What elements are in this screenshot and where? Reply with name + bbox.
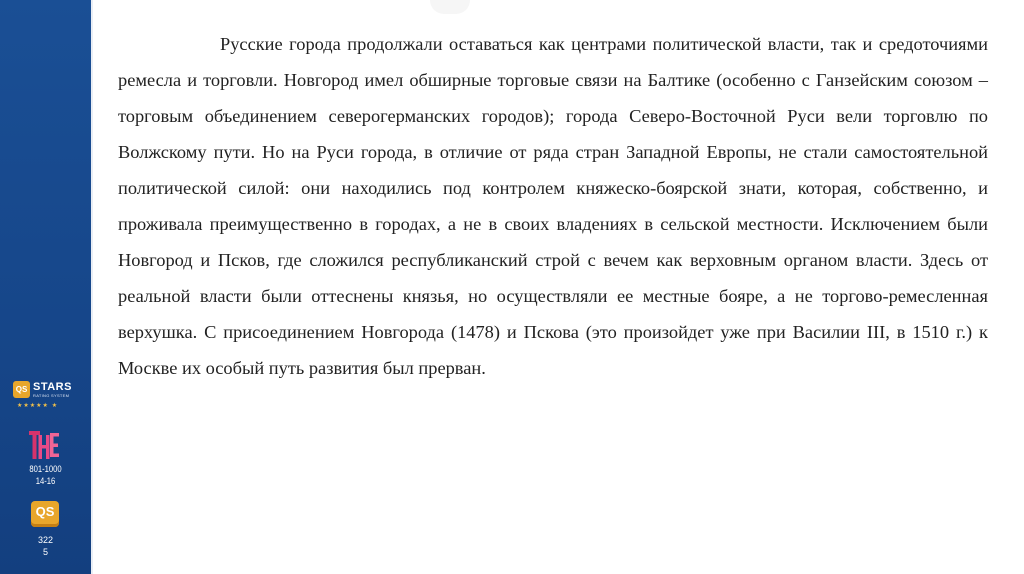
sidebar	[0, 0, 91, 574]
qs-stars-word: STARS	[33, 381, 72, 393]
the-rank-range: 801-1000	[29, 464, 62, 474]
the-rank-subject: 14-16	[35, 476, 56, 486]
star-rating-icon: ★★★★★ ★	[17, 402, 59, 409]
the-logo-icon	[28, 429, 60, 461]
qs-stars-logo	[13, 381, 77, 413]
decorative-shape	[430, 0, 470, 14]
qs-stars-subtitle: RATING SYSTEM	[33, 393, 70, 398]
qs-rank: 322	[37, 535, 54, 545]
qs-stars-badge: QS	[13, 381, 30, 398]
qs-logo-icon: QS	[31, 501, 59, 527]
body-paragraph: Русские города продолжали оставаться как центрами политической власти, так и средоточиями ремесла и торговли. Новгород имел обширные торговые связи на Балтике (особенно с Ганзейским союзом – торговым объединением северогерманских городов); города Северо-Восточной Руси вели торговлю по Волжскому пути. Но на Руси города, в отличие от ряда стран Западной Европы, не стали самостоятельной политической силой: они находились под контролем княжеско-боярской знати, которая, собственно, и проживала преимущественно в городах, а не в своих владениях в сельской местности. Исключением были Новгород и Псков, где сложился республиканский строй с вечем как верховным органом власти. Здесь от реальной власти были оттеснены князья, но осуществляли ее местные бояре, а не торгово-ремесленная верхушка. С присоединением Новгорода (1478) и Пскова (это произойдет уже при Василии III, в 1510 г.) к Москве их особый путь развития был прерван.	[118, 34, 988, 378]
qs-rank-sub: 5	[42, 547, 48, 557]
sidebar-divider	[91, 0, 93, 574]
